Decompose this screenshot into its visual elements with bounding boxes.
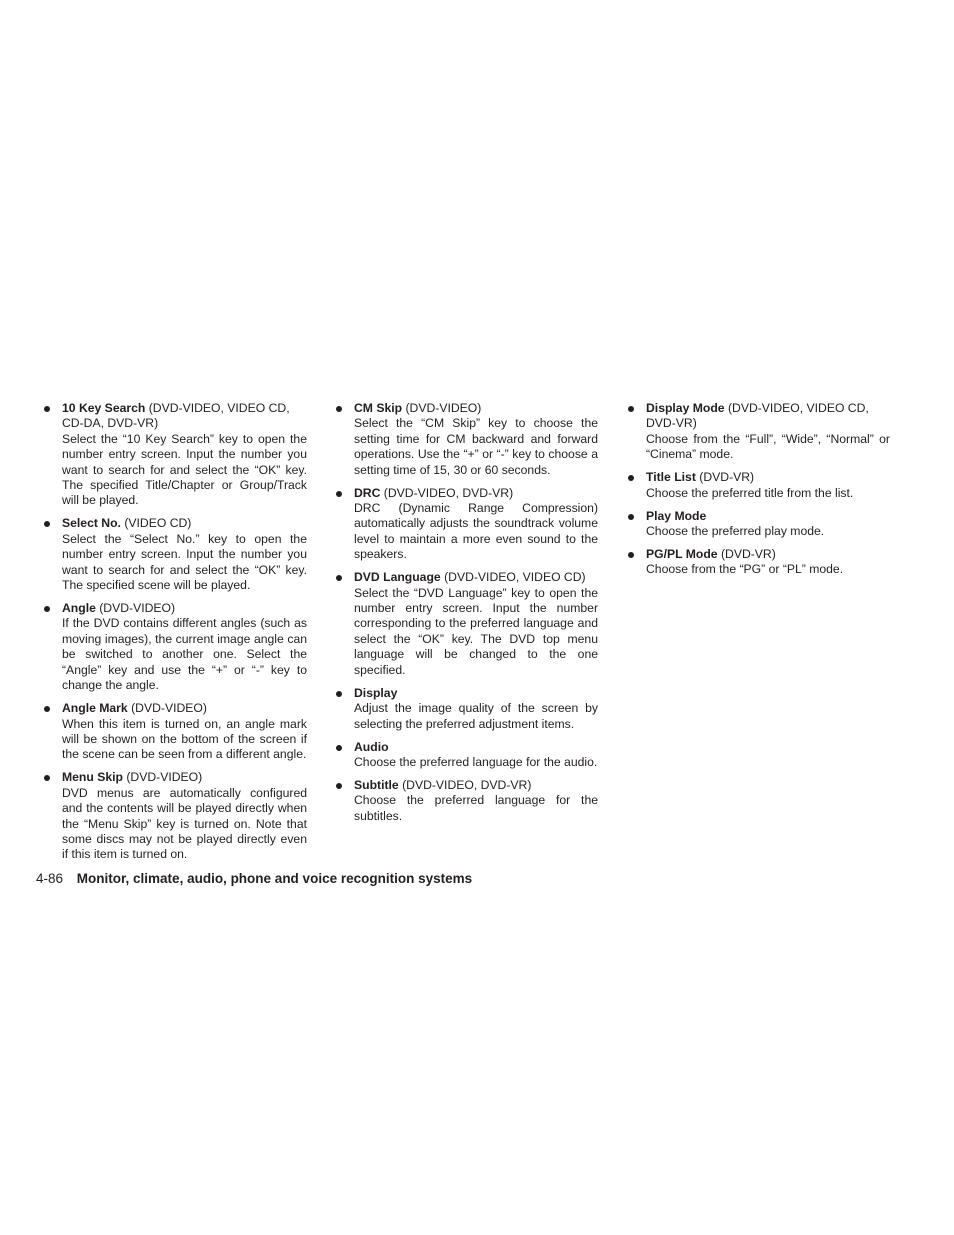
item-heading bbox=[354, 486, 598, 501]
item-heading bbox=[646, 470, 890, 485]
item-description: If the DVD contains different angles (such as moving images), the current image angle can be switched to another one. Select the “Angle” key and use the “+” or “-” key to change the angle. bbox=[62, 616, 307, 693]
item-term: DVD Language bbox=[354, 570, 441, 585]
item-heading bbox=[646, 509, 890, 524]
item-term: Menu Skip bbox=[62, 770, 123, 785]
bullet-icon bbox=[44, 521, 50, 527]
list-item bbox=[43, 701, 307, 763]
bullet-icon bbox=[336, 575, 342, 581]
item-qualifier: (DVD-VIDEO, VIDEO CD) bbox=[444, 570, 586, 585]
bullet-icon bbox=[44, 606, 50, 612]
bullet-icon bbox=[628, 514, 634, 520]
bullet-icon bbox=[336, 406, 342, 412]
item-description: Choose the preferred title from the list. bbox=[646, 485, 854, 500]
item-heading bbox=[354, 778, 598, 793]
bullet-icon bbox=[44, 775, 50, 781]
item-description: Choose the preferred play mode. bbox=[646, 524, 825, 539]
item-description: DRC (Dynamic Range Compression) automatically adjusts the soundtrack volume level to maintain a more even sound to the speakers. bbox=[354, 501, 598, 562]
item-qualifier: (DVD-VR) bbox=[720, 547, 776, 562]
item-heading bbox=[354, 570, 598, 585]
item-description: Choose from the “Full”, “Wide”, “Normal” or “Cinema” mode. bbox=[646, 431, 890, 462]
item-qualifier: (VIDEO CD) bbox=[124, 516, 192, 531]
item-term: Select No. bbox=[62, 516, 121, 531]
item-heading bbox=[62, 770, 307, 785]
list-item bbox=[335, 778, 598, 824]
item-qualifier: (DVD-VR) bbox=[699, 470, 755, 485]
item-term: DRC bbox=[354, 485, 381, 500]
item-term: Subtitle bbox=[354, 777, 399, 792]
item-qualifier: (DVD-VIDEO, DVD-VR) bbox=[402, 777, 532, 792]
list-item bbox=[43, 401, 307, 509]
item-term: PG/PL Mode bbox=[646, 547, 718, 562]
item-heading bbox=[62, 401, 307, 432]
item-term: Display Mode bbox=[646, 401, 725, 415]
bullet-icon bbox=[44, 706, 50, 712]
item-description: Select the “DVD Language” key to open the number entry screen. Input the number corresponding to the preferred language and select the “OK” key. The DVD top menu language will be changed to the one specified. bbox=[354, 585, 598, 677]
item-description: Choose the preferred language for the subtitles. bbox=[354, 793, 598, 823]
item-term: Display bbox=[354, 685, 398, 700]
item-term: 10 Key Search bbox=[62, 401, 146, 415]
list-item bbox=[627, 547, 890, 578]
item-description: Select the “Select No.” key to open the number entry screen. Input the number you want to search for and select the “OK” key. The specified scene will be played. bbox=[62, 531, 307, 593]
item-qualifier: (DVD-VIDEO) bbox=[131, 701, 207, 716]
list-item bbox=[335, 686, 598, 732]
list-item bbox=[335, 401, 598, 478]
item-heading bbox=[354, 401, 598, 416]
item-heading bbox=[62, 701, 307, 716]
list-item bbox=[627, 401, 890, 463]
column-2 bbox=[335, 401, 598, 832]
item-description: When this item is turned on, an angle mark will be shown on the bottom of the screen if the scene can be seen from a different angle. bbox=[62, 716, 307, 762]
bullet-icon bbox=[628, 475, 634, 481]
item-term: Angle bbox=[62, 601, 96, 616]
item-description: Select the “CM Skip” key to choose the setting time for CM backward and forward operations. Use the “+” or “-” key to choose a setting time of 15, 30 or 60 seconds. bbox=[354, 416, 598, 477]
item-term: Angle Mark bbox=[62, 701, 128, 716]
page-number: 4-86 bbox=[36, 871, 64, 886]
list-item bbox=[627, 509, 890, 540]
section-title: Monitor, climate, audio, phone and voice recognition systems bbox=[76, 871, 473, 886]
item-description: Select the “10 Key Search” key to open the number entry screen. Input the number you want to search for and select the “OK” key. The specified Title/Chapter or Group/Track will be played. bbox=[62, 431, 307, 508]
list-item bbox=[335, 740, 598, 771]
item-heading bbox=[646, 401, 890, 432]
list-item bbox=[335, 486, 598, 563]
column-1 bbox=[43, 401, 307, 870]
bullet-icon bbox=[628, 406, 634, 412]
item-qualifier: (DVD-VIDEO, DVD-VR) bbox=[383, 485, 514, 500]
item-qualifier: (DVD-VIDEO) bbox=[405, 401, 482, 415]
bullet-icon bbox=[336, 491, 342, 497]
item-heading bbox=[354, 686, 598, 701]
item-description: DVD menus are automatically configured and the contents will be played directly when the “Menu Skip” key is turned on. Note that some discs may not be played directly even if this item is turned on. bbox=[62, 785, 307, 862]
item-term: Title List bbox=[646, 470, 696, 485]
item-description: Adjust the image quality of the screen by selecting the preferred adjustment items. bbox=[354, 701, 598, 731]
item-term: Play Mode bbox=[646, 508, 707, 523]
item-term: Audio bbox=[354, 739, 389, 754]
item-description: Choose from the “PG” or “PL” mode. bbox=[646, 562, 844, 577]
item-qualifier: (DVD-VIDEO) bbox=[99, 601, 176, 616]
column-3 bbox=[627, 401, 890, 585]
list-item bbox=[627, 470, 890, 501]
item-description: Choose the preferred language for the audio. bbox=[354, 754, 598, 769]
list-item bbox=[43, 516, 307, 593]
page-footer bbox=[36, 870, 472, 888]
item-qualifier: (DVD-VIDEO, VIDEO CD, CD-DA, DVD-VR) bbox=[62, 401, 290, 431]
item-qualifier: (DVD-VIDEO) bbox=[126, 770, 203, 785]
bullet-icon bbox=[628, 552, 634, 558]
item-heading bbox=[646, 547, 890, 562]
item-heading bbox=[62, 601, 307, 616]
bullet-icon bbox=[336, 783, 342, 789]
item-heading bbox=[354, 740, 598, 755]
bullet-icon bbox=[336, 691, 342, 697]
bullet-icon bbox=[44, 406, 50, 412]
list-item bbox=[43, 601, 307, 693]
item-qualifier: (DVD-VIDEO, VIDEO CD, DVD-VR) bbox=[646, 401, 869, 431]
item-heading bbox=[62, 516, 307, 531]
list-item bbox=[43, 770, 307, 862]
list-item bbox=[335, 570, 598, 678]
item-term: CM Skip bbox=[354, 401, 403, 415]
bullet-icon bbox=[336, 745, 342, 751]
